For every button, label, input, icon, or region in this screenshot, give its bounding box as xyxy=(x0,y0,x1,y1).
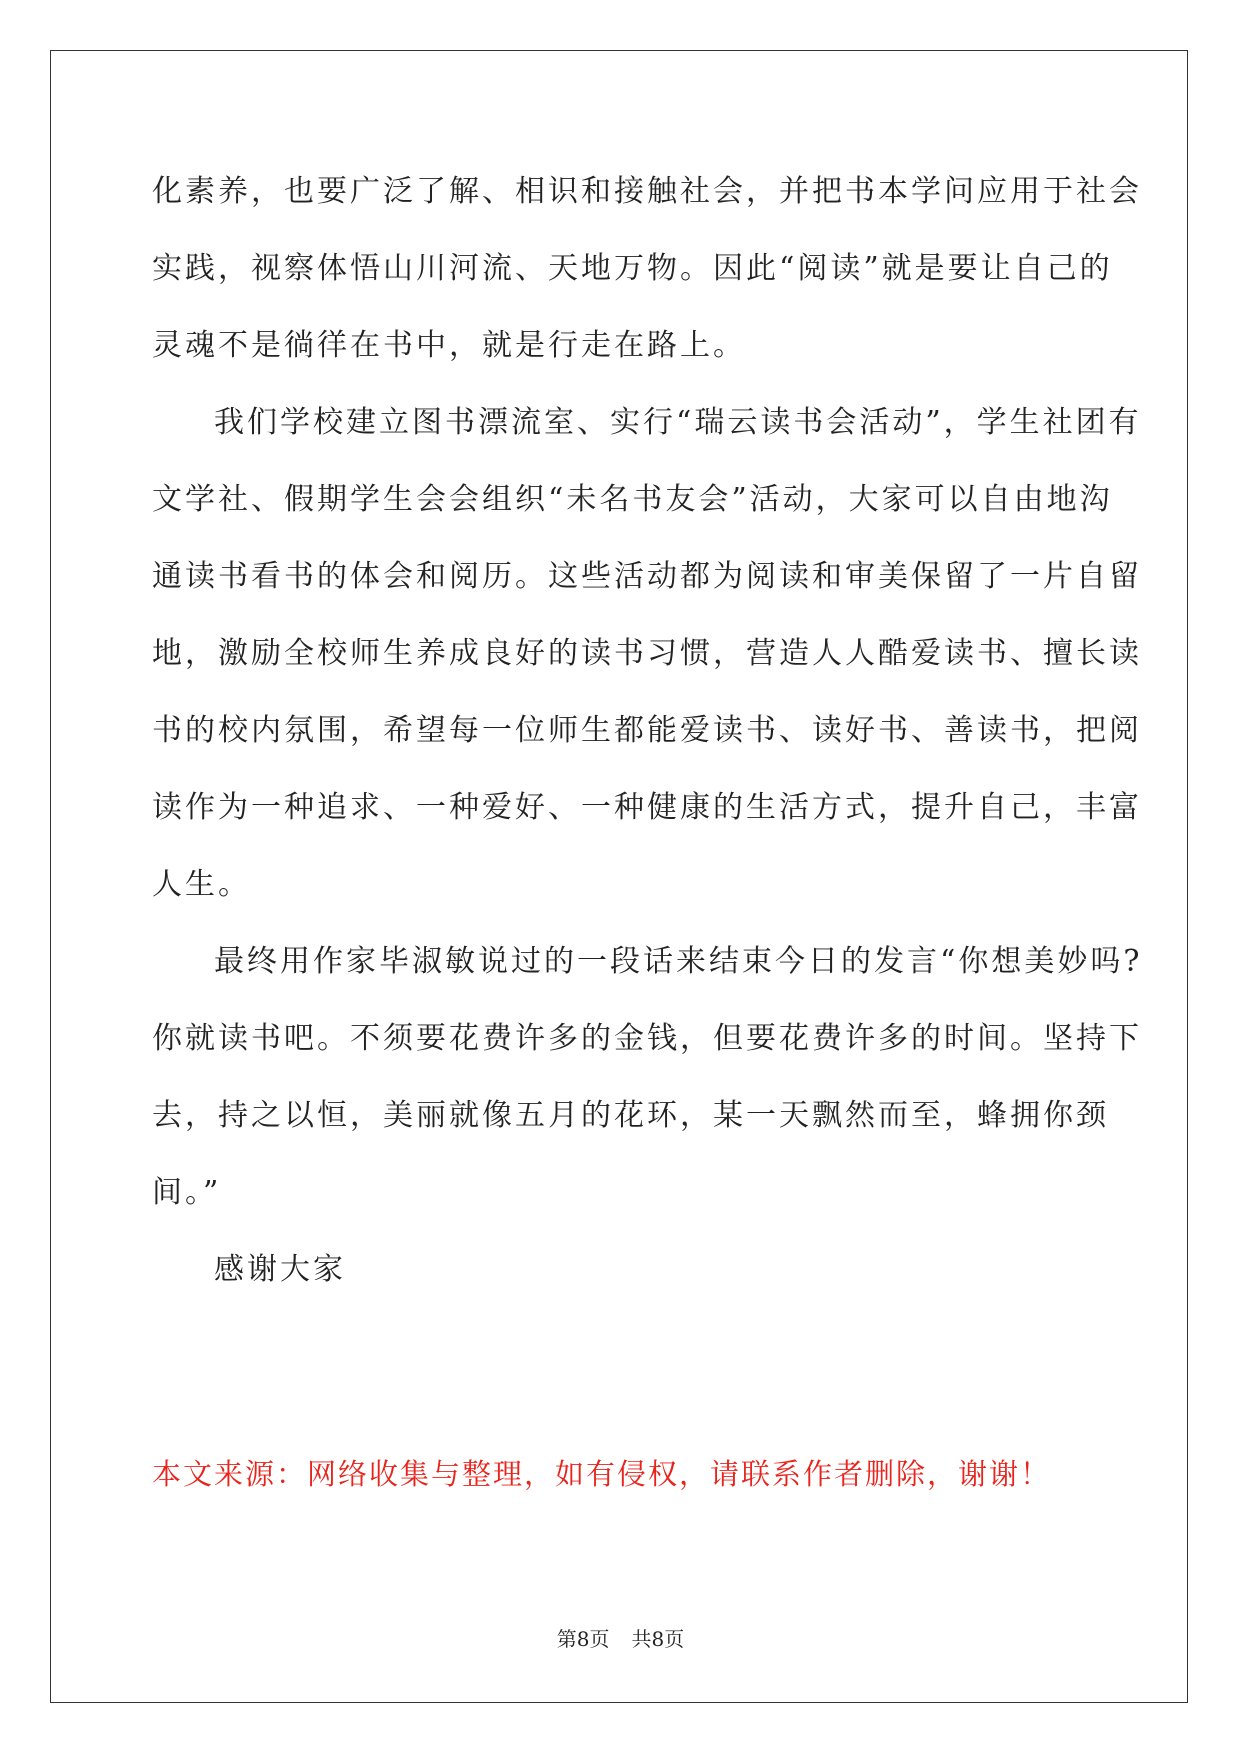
paragraph-line: 书的校内氛围，希望每一位师生都能爱读书、读好书、善读书，把阅 xyxy=(152,713,1142,748)
paragraph-line: 化素养，也要广泛了解、相识和接触社会，并把书本学问应用于社会 xyxy=(152,174,1142,209)
paragraph-line: 你就读书吧。不须要花费许多的金钱，但要花费许多的时间。坚持下 xyxy=(152,1021,1142,1056)
paragraph-line: 通读书看书的体会和阅历。这些活动都为阅读和审美保留了一片自留 xyxy=(152,559,1142,594)
paragraph-line: 我们学校建立图书漂流室、实行“瑞云读书会活动”，学生社团有 xyxy=(214,405,1142,440)
paragraph-line: 去，持之以恒，美丽就像五月的花环，某一天飘然而至，蜂拥你颈 xyxy=(152,1098,1109,1133)
paragraph-line: 地，激励全校师生养成良好的读书习惯，营造人人酷爱读书、擅长读 xyxy=(152,636,1142,671)
paragraph-line: 最终用作家毕淑敏说过的一段话来结束今日的发言“你想美妙吗? xyxy=(214,944,1143,979)
paragraph-line: 文学社、假期学生会会组织“未名书友会”活动，大家可以自由地沟 xyxy=(152,482,1113,517)
paragraph-line: 人生。 xyxy=(152,867,251,902)
closing-line: 感谢大家 xyxy=(214,1252,346,1287)
paragraph-line: 间。” xyxy=(152,1175,222,1210)
paragraph-line: 读作为一种追求、一种爱好、一种健康的生活方式，提升自己，丰富 xyxy=(152,790,1142,825)
current-page-label: 第8页 xyxy=(556,1627,610,1651)
total-pages-label: 共8页 xyxy=(631,1627,685,1651)
paragraph-line: 实践，视察体悟山川河流、天地万物。因此“阅读”就是要让自己的 xyxy=(152,251,1113,286)
paragraph-line: 灵魂不是徜徉在书中，就是行走在路上。 xyxy=(152,328,746,363)
page-footer xyxy=(0,1625,1241,1653)
source-note: 本文来源：网络收集与整理，如有侵权，请联系作者删除，谢谢！ xyxy=(152,1457,1052,1491)
